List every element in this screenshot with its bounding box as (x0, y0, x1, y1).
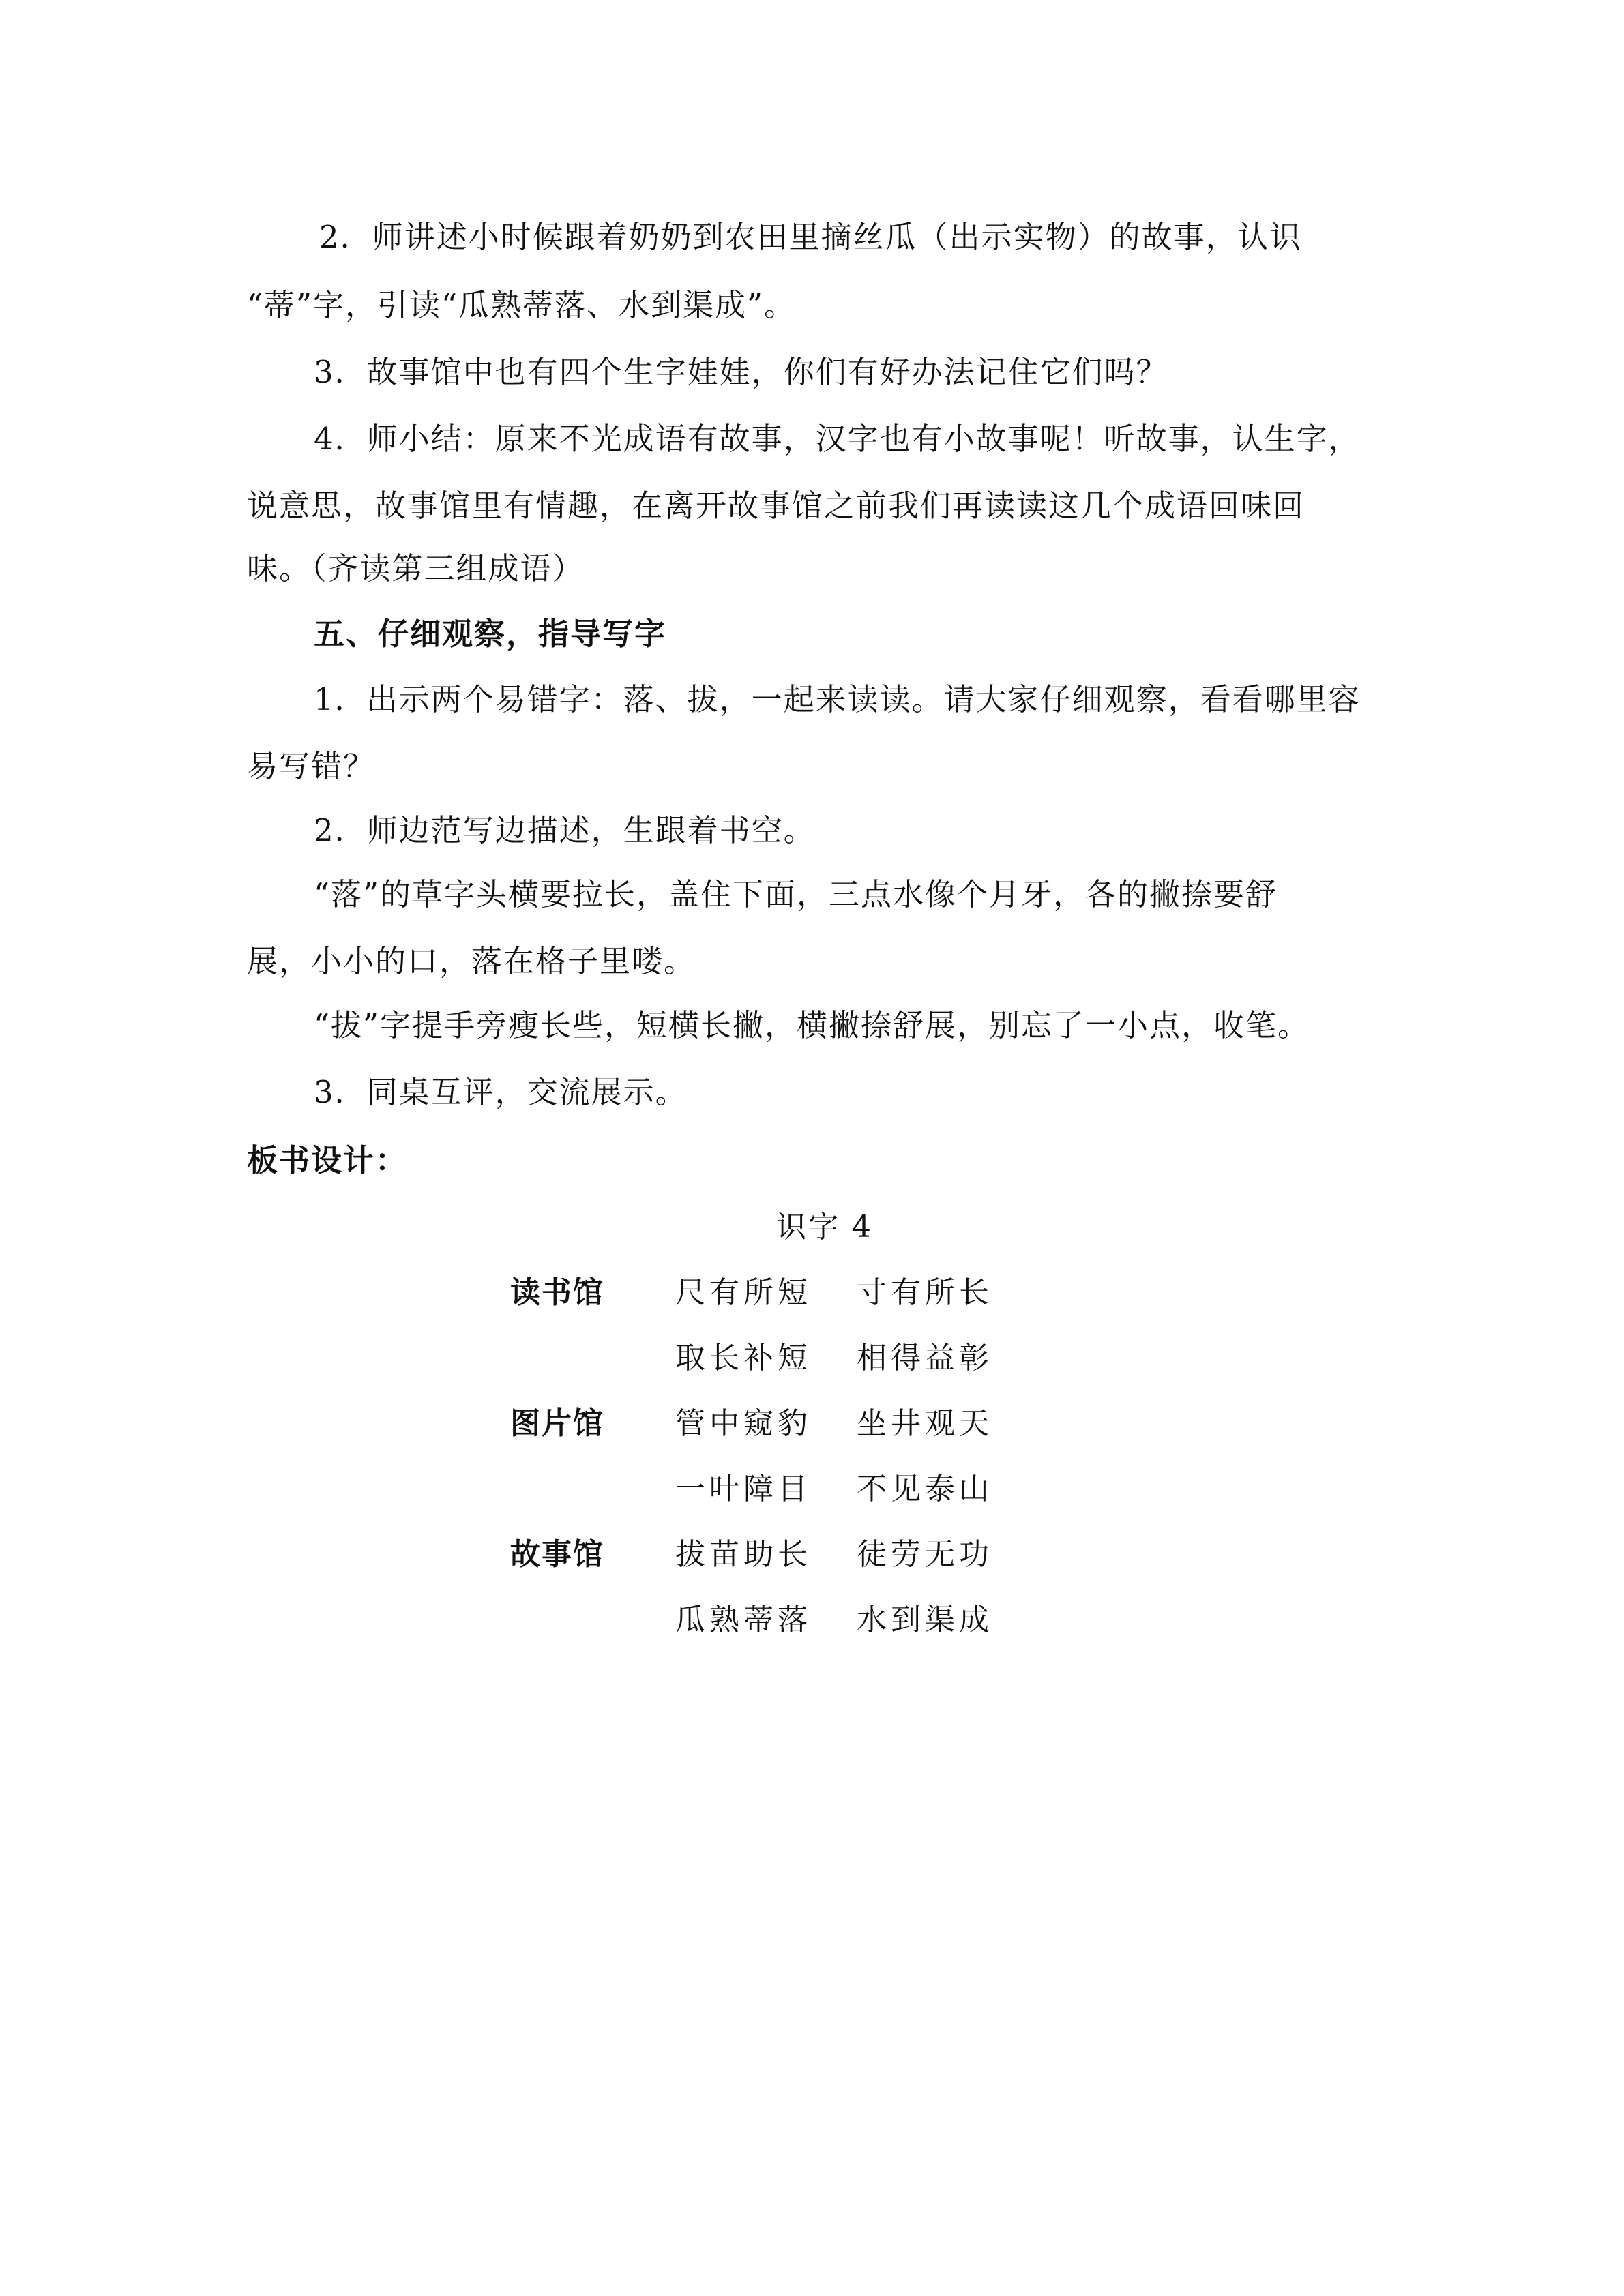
board-idiom: 拔苗助长 (675, 1537, 812, 1572)
section-heading-writing: 五、仔细观察，指导写字 (314, 616, 667, 652)
board-idiom: 取长补短 (675, 1341, 812, 1375)
paragraph-writing-step1-line2: 易写错？ (247, 748, 376, 784)
board-design-heading: 板书设计： (247, 1142, 408, 1178)
paragraph-step2-line2: “蒂”字，引读“瓜熟蒂落、水到渠成”。 (247, 287, 797, 323)
board-idiom: 坐井观天 (857, 1406, 993, 1441)
paragraph-step4-line2: 说意思，故事馆里有情趣，在离开故事馆之前我们再读读这几个成语回味回 (247, 488, 1305, 524)
board-idiom: 水到渠成 (857, 1602, 993, 1637)
paragraph-writing-step1-line1: 1．出示两个易错字：落、拔，一起来读读。请大家仔细观察，看看哪里容 (314, 681, 1361, 717)
board-idiom: 徒劳无功 (857, 1537, 993, 1572)
board-idiom: 寸有所长 (857, 1275, 993, 1310)
board-idiom: 瓜熟蒂落 (675, 1602, 812, 1637)
board-idiom: 一叶障目 (675, 1472, 812, 1506)
paragraph-step4-line3: 味。（齐读第三组成语） (247, 550, 585, 586)
board-idiom: 不见泰山 (857, 1472, 993, 1506)
paragraph-step3: 3．故事馆中也有四个生字娃娃，你们有好办法记住它们吗？ (314, 354, 1168, 390)
paragraph-writing-step3: 3．同桌互评，交流展示。 (314, 1074, 688, 1110)
board-idiom: 相得益彰 (857, 1341, 993, 1375)
paragraph-writing-step2: 2．师边范写边描述，生跟着书空。 (314, 812, 816, 848)
board-hall-label: 故事馆 (510, 1537, 604, 1572)
board-title: 识字 4 (776, 1210, 873, 1244)
paragraph-step4-line1: 4．师小结：原来不光成语有故事，汉字也有小故事呢！听故事，认生字， (314, 421, 1361, 457)
paragraph-ba-description: “拔”字提手旁瘦长些，短横长撇，横撇捺舒展，别忘了一小点，收笔。 (314, 1007, 1310, 1043)
board-idiom: 管中窥豹 (675, 1406, 812, 1441)
paragraph-luo-description-line2: 展，小小的口，落在格子里喽。 (247, 943, 696, 979)
paragraph-luo-description-line1: “落”的草字头横要拉长，盖住下面，三点水像个月牙，各的撇捺要舒 (314, 876, 1278, 912)
paragraph-step2-line1: 2．师讲述小时候跟着奶奶到农田里摘丝瓜（出示实物）的故事，认识 (319, 219, 1302, 255)
board-hall-label: 图片馆 (510, 1406, 604, 1441)
board-idiom: 尺有所短 (675, 1275, 812, 1310)
board-hall-label: 读书馆 (510, 1275, 604, 1310)
